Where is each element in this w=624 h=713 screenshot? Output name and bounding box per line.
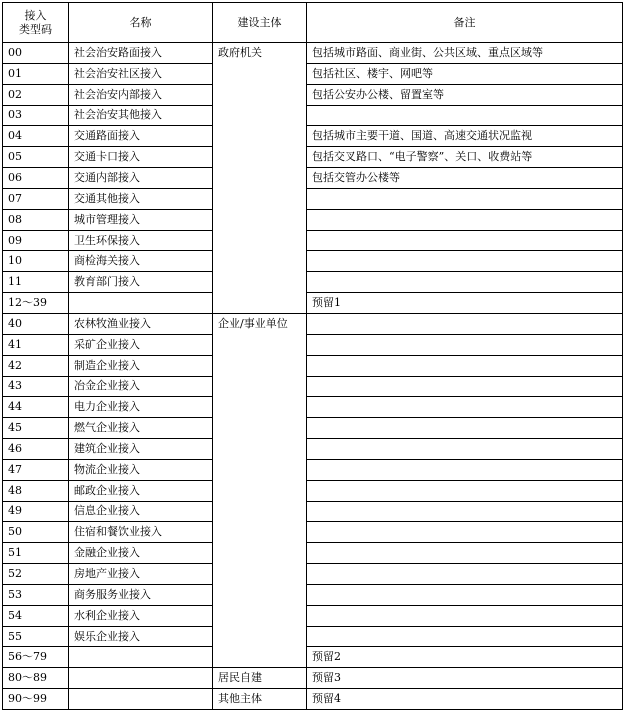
name-cell: 住宿和餐饮业接入: [69, 522, 213, 543]
remark-cell: [307, 480, 623, 501]
remark-cell: 包括城市路面、商业街、公共区域、重点区域等: [307, 43, 623, 64]
name-cell: 电力企业接入: [69, 397, 213, 418]
remark-cell: [307, 605, 623, 626]
remark-cell: [307, 313, 623, 334]
code-cell: 46: [3, 439, 69, 460]
name-cell: 燃气企业接入: [69, 418, 213, 439]
code-cell: 07: [3, 188, 69, 209]
name-cell: [69, 293, 213, 314]
table-row: [3, 168, 623, 189]
name-cell: 商务服务业接入: [69, 584, 213, 605]
name-cell: 交通内部接入: [69, 168, 213, 189]
table-row: [3, 584, 623, 605]
table-row: [3, 689, 623, 710]
name-cell: 交通路面接入: [69, 126, 213, 147]
remark-cell: [307, 376, 623, 397]
header-remark: 备注: [307, 3, 623, 43]
table-row: [3, 105, 623, 126]
remark-cell: [307, 626, 623, 647]
code-cell: 49: [3, 501, 69, 522]
name-cell: 商检海关接入: [69, 251, 213, 272]
code-cell: 90～99: [3, 689, 69, 710]
name-cell: 建筑企业接入: [69, 439, 213, 460]
code-cell: 01: [3, 63, 69, 84]
code-cell: 00: [3, 43, 69, 64]
remark-cell: [307, 230, 623, 251]
remark-cell: 包括交管办公楼等: [307, 168, 623, 189]
table-row: [3, 501, 623, 522]
name-cell: 邮政企业接入: [69, 480, 213, 501]
table-row: [3, 293, 623, 314]
code-cell: 45: [3, 418, 69, 439]
name-cell: 社会治安社区接入: [69, 63, 213, 84]
name-cell: 物流企业接入: [69, 459, 213, 480]
name-cell: 社会治安内部接入: [69, 84, 213, 105]
table-row: [3, 459, 623, 480]
owner-resident: 居民自建: [213, 668, 307, 689]
name-cell: 采矿企业接入: [69, 334, 213, 355]
name-cell: 教育部门接入: [69, 272, 213, 293]
remark-cell: [307, 209, 623, 230]
table-row: [3, 522, 623, 543]
remark-cell: [307, 543, 623, 564]
header-code-line2: 类型码: [19, 22, 52, 36]
code-cell: 04: [3, 126, 69, 147]
header-owner: 建设主体: [213, 3, 307, 43]
table-row: [3, 418, 623, 439]
code-cell: 40: [3, 313, 69, 334]
code-cell: 48: [3, 480, 69, 501]
remark-cell: [307, 564, 623, 585]
name-cell: 水利企业接入: [69, 605, 213, 626]
code-cell: 43: [3, 376, 69, 397]
code-cell: 10: [3, 251, 69, 272]
remark-cell: 包括城市主要干道、国道、高速交通状况监视: [307, 126, 623, 147]
remark-cell: 包括公安办公楼、留置室等: [307, 84, 623, 105]
code-cell: 54: [3, 605, 69, 626]
code-cell: 02: [3, 84, 69, 105]
name-cell: 城市管理接入: [69, 209, 213, 230]
table-row: [3, 439, 623, 460]
header-code: [3, 3, 69, 43]
name-cell: 卫生环保接入: [69, 230, 213, 251]
remark-cell: [307, 272, 623, 293]
code-cell: 42: [3, 355, 69, 376]
table-row: [3, 188, 623, 209]
remark-cell: 包括交叉路口、“电子警察”、关口、收费站等: [307, 147, 623, 168]
code-cell: 56～79: [3, 647, 69, 668]
owner-enterprise: 企业/事业单位: [213, 313, 307, 667]
code-cell: 06: [3, 168, 69, 189]
code-cell: 52: [3, 564, 69, 585]
remark-cell: 预留4: [307, 689, 623, 710]
name-cell: 冶金企业接入: [69, 376, 213, 397]
table-row: [3, 313, 623, 334]
remark-cell: [307, 251, 623, 272]
name-cell: 交通卡口接入: [69, 147, 213, 168]
remark-cell: [307, 522, 623, 543]
remark-cell: [307, 105, 623, 126]
code-cell: 51: [3, 543, 69, 564]
code-cell: 03: [3, 105, 69, 126]
code-cell: 09: [3, 230, 69, 251]
remark-cell: [307, 355, 623, 376]
table-row: [3, 272, 623, 293]
code-cell: 47: [3, 459, 69, 480]
remark-cell: [307, 501, 623, 522]
owner-government: 政府机关: [213, 43, 307, 314]
table-row: [3, 376, 623, 397]
remark-cell: [307, 397, 623, 418]
remark-cell: 包括社区、楼宇、网吧等: [307, 63, 623, 84]
name-cell: 社会治安路面接入: [69, 43, 213, 64]
table-row: [3, 84, 623, 105]
remark-cell: [307, 584, 623, 605]
code-cell: 53: [3, 584, 69, 605]
code-cell: 80～89: [3, 668, 69, 689]
name-cell: 金融企业接入: [69, 543, 213, 564]
name-cell: [69, 647, 213, 668]
table-row: [3, 564, 623, 585]
name-cell: 娱乐企业接入: [69, 626, 213, 647]
code-cell: 05: [3, 147, 69, 168]
name-cell: [69, 668, 213, 689]
header-code-line1: 接入: [24, 8, 47, 22]
table-row: [3, 480, 623, 501]
name-cell: 信息企业接入: [69, 501, 213, 522]
table-row: [3, 147, 623, 168]
table-row: [3, 230, 623, 251]
table-row: [3, 605, 623, 626]
table-row: [3, 668, 623, 689]
table-row: [3, 626, 623, 647]
table-row: [3, 63, 623, 84]
code-cell: 41: [3, 334, 69, 355]
header-name: 名称: [69, 3, 213, 43]
remark-cell: 预留2: [307, 647, 623, 668]
code-cell: 08: [3, 209, 69, 230]
name-cell: 社会治安其他接入: [69, 105, 213, 126]
remark-cell: [307, 418, 623, 439]
table-row: [3, 397, 623, 418]
table-row: [3, 251, 623, 272]
header-row: [3, 3, 623, 43]
name-cell: 制造企业接入: [69, 355, 213, 376]
name-cell: 房地产业接入: [69, 564, 213, 585]
remark-cell: [307, 459, 623, 480]
table-row: [3, 126, 623, 147]
remark-cell: [307, 439, 623, 460]
remark-cell: 预留3: [307, 668, 623, 689]
table-row: [3, 355, 623, 376]
remark-cell: [307, 334, 623, 355]
name-cell: 交通其他接入: [69, 188, 213, 209]
owner-other: 其他主体: [213, 689, 307, 710]
table-row: [3, 334, 623, 355]
table-row: [3, 543, 623, 564]
remark-cell: 预留1: [307, 293, 623, 314]
code-cell: 44: [3, 397, 69, 418]
name-cell: 农林牧渔业接入: [69, 313, 213, 334]
table-row: [3, 209, 623, 230]
name-cell: [69, 689, 213, 710]
code-cell: 50: [3, 522, 69, 543]
table-row: [3, 647, 623, 668]
code-cell: 11: [3, 272, 69, 293]
access-type-code-table: [2, 2, 623, 710]
table-row: [3, 43, 623, 64]
code-cell: 12～39: [3, 293, 69, 314]
remark-cell: [307, 188, 623, 209]
code-cell: 55: [3, 626, 69, 647]
